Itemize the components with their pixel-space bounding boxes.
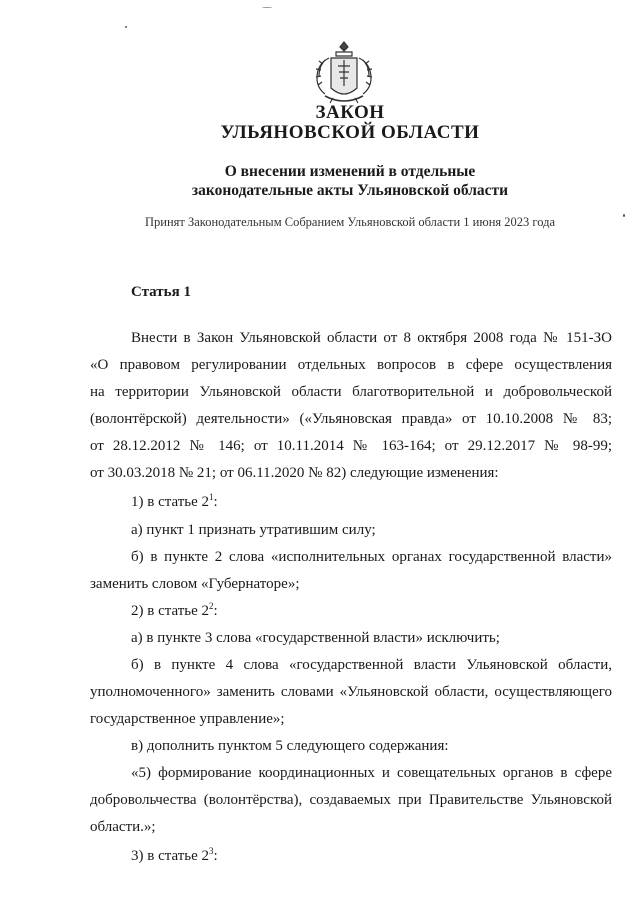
- body-line-8: а) пункт 1 признать утратившим силу;: [131, 522, 376, 538]
- scan-speck: [623, 214, 625, 217]
- body-line-9: б) в пункте 2 слова «исполнительных органах государственной власти»: [131, 549, 612, 565]
- body-line-1: Внести в Закон Ульяновской области от 8 октября 2008 года № 151-ЗО: [131, 330, 612, 346]
- body-line-19: области.»;: [90, 819, 156, 835]
- body-line-14: уполномоченного» заменить словами «Ульяновской области, осуществляющего: [90, 684, 612, 700]
- body-line-12: а) в пункте 3 слова «государственной власти» исключить;: [131, 630, 500, 646]
- scan-speck: [125, 26, 127, 28]
- law-subtitle-line1: О внесении изменений в отдельные: [224, 163, 476, 180]
- law-subtitle-line2: законодательные акты Ульяновской области: [191, 182, 509, 199]
- adoption-note: Принят Законодательным Собранием Ульяновской области 1 июня 2023 года: [145, 215, 555, 229]
- scan-speck: [262, 7, 272, 8]
- body-line-20: 3) в статье $2^3$:: [131, 846, 218, 864]
- body-line-5: от 28.12.2012 № 146; от 10.11.2014 № 163-164; от 29.12.2017 № 98-99;: [90, 438, 612, 454]
- law-region: УЛЬЯНОВСКОЙ ОБЛАСТИ: [220, 122, 480, 143]
- law-title: ЗАКОН: [315, 102, 385, 123]
- body-line-13: б) в пункте 4 слова «государственной власти Ульяновской области,: [131, 657, 612, 673]
- body-line-15: государственное управление»;: [90, 711, 285, 727]
- coat-of-arms-icon: [303, 38, 385, 106]
- body-line-11: 2) в статье $2^2$:: [131, 601, 218, 619]
- body-line-10: заменить словом «Губернаторе»;: [90, 576, 300, 592]
- body-line-4: (волонтёрской) деятельности» («Ульяновская правда» от 10.10.2008 № 83;: [90, 411, 612, 427]
- body-line-6: от 30.03.2018 № 21; от 06.11.2020 № 82) следующие изменения:: [90, 465, 499, 481]
- body-line-3: на территории Ульяновской области благотворительной и добровольческой: [90, 384, 612, 400]
- body-line-17: «5) формирование координационных и совещательных органов в сфере: [131, 765, 612, 781]
- body-line-18: добровольчества (волонтёрства), создаваемых при Правительстве Ульяновской: [90, 792, 612, 808]
- body-line-2: «О правовом регулировании отдельных вопросов в сфере осуществления: [90, 357, 612, 373]
- body-line-16: в) дополнить пунктом 5 следующего содержания:: [131, 738, 449, 754]
- article-heading: Статья 1: [131, 284, 191, 300]
- body-line-7: 1) в статье $2^1$:: [131, 492, 218, 510]
